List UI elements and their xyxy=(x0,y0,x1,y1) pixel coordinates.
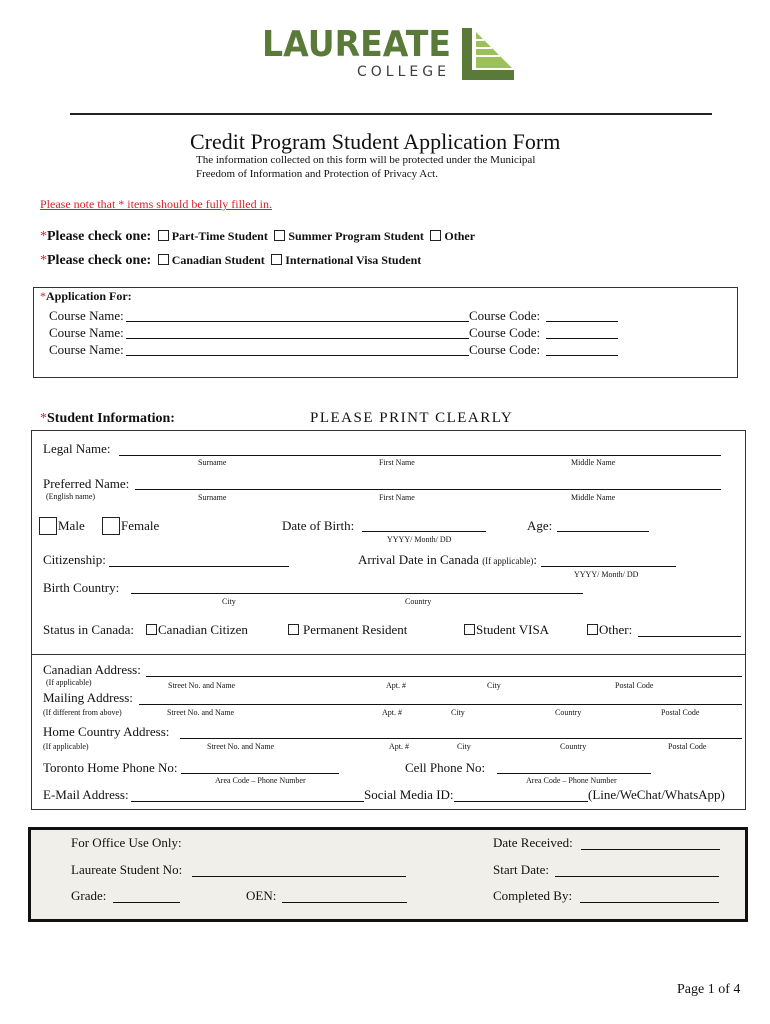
age-label: Age: xyxy=(527,518,553,533)
status-citizen[interactable]: Canadian Citizen xyxy=(146,622,248,638)
canadian-checkbox[interactable] xyxy=(158,254,169,265)
other-checkbox[interactable] xyxy=(430,230,441,241)
hint-first-name: First Name xyxy=(379,458,415,467)
male-checkbox[interactable] xyxy=(39,517,57,535)
course-name-2-label: Course Name: xyxy=(49,325,124,340)
hint-middle-name-2: Middle Name xyxy=(571,493,616,502)
required-note: Please note that * items should be fully filled in. xyxy=(40,197,272,211)
home-address-input[interactable] xyxy=(180,738,742,739)
arrival-format: YYYY/ Month/ DD xyxy=(574,570,639,579)
mailing-address-input[interactable] xyxy=(139,704,742,705)
status-visa[interactable]: Student VISA xyxy=(464,622,549,638)
course-name-2-input[interactable] xyxy=(126,338,469,339)
hint-street-2: Street No. and Name xyxy=(167,708,235,717)
hint-middle-name: Middle Name xyxy=(571,458,616,467)
opt-other: Other xyxy=(444,229,476,243)
office-use-label: For Office Use Only: xyxy=(71,835,182,850)
grade-input[interactable] xyxy=(113,902,180,903)
hint-area-code: Area Code – Phone Number xyxy=(215,776,306,785)
social-note: (Line/WeChat/WhatsApp) xyxy=(588,787,725,802)
oen-input[interactable] xyxy=(282,902,407,903)
student-box-divider xyxy=(31,654,746,655)
part-time-checkbox[interactable] xyxy=(158,230,169,241)
birth-country-input[interactable] xyxy=(131,593,583,594)
required-star: * xyxy=(40,253,47,268)
canadian-address-input[interactable] xyxy=(146,676,742,677)
hint-apt: Apt. # xyxy=(386,681,406,690)
hint-street: Street No. and Name xyxy=(168,681,236,690)
hint-city-4: City xyxy=(457,742,471,751)
opt-intl: International Visa Student xyxy=(285,253,422,267)
student-info-label: *Student Information: xyxy=(40,411,175,426)
course-name-1-label: Course Name: xyxy=(49,308,124,323)
privacy-note-2: Freedom of Information and Protection of Privacy Act. xyxy=(196,168,438,180)
course-code-2-label: Course Code: xyxy=(469,325,541,340)
female-label: Female xyxy=(121,518,160,533)
hint-surname-2: Surname xyxy=(198,493,227,502)
hint-if-different: (If different from above) xyxy=(43,708,122,717)
privacy-note-1: The information collected on this form will be protected under the Municipal xyxy=(196,154,536,166)
hint-street-3: Street No. and Name xyxy=(207,742,275,751)
legal-name-input[interactable] xyxy=(119,455,721,456)
age-input[interactable] xyxy=(557,531,649,532)
hint-first-name-2: First Name xyxy=(379,493,415,502)
arrival-input[interactable] xyxy=(541,566,676,567)
toronto-phone-label: Toronto Home Phone No: xyxy=(43,760,178,775)
arrival-label: Arrival Date in Canada (If applicable): xyxy=(358,552,538,567)
social-label: Social Media ID: xyxy=(364,787,454,802)
dob-input[interactable] xyxy=(362,531,486,532)
hint-if-applicable-2: (If applicable) xyxy=(43,742,89,751)
email-input[interactable] xyxy=(131,801,364,802)
citizenship-label: Citizenship: xyxy=(43,552,106,567)
grade-label: Grade: xyxy=(71,888,107,903)
cell-phone-input[interactable] xyxy=(497,773,651,774)
home-address-label: Home Country Address: xyxy=(43,724,170,739)
course-code-2-input[interactable] xyxy=(546,338,618,339)
check-label: Please check one: xyxy=(47,229,152,244)
student-type-row xyxy=(40,253,421,269)
check-label: Please check one: xyxy=(47,253,152,268)
oen-label: OEN: xyxy=(246,888,277,903)
header-rule xyxy=(70,113,712,115)
hint-postal-2: Postal Code xyxy=(661,708,700,717)
hint-country: Country xyxy=(405,597,432,606)
citizenship-input[interactable] xyxy=(109,566,289,567)
page-number: Page 1 of 4 xyxy=(677,982,741,997)
course-code-1-label: Course Code: xyxy=(469,308,541,323)
student-no-input[interactable] xyxy=(192,876,406,877)
birth-country-label: Birth Country: xyxy=(43,580,120,595)
course-name-3-label: Course Name: xyxy=(49,342,124,357)
start-date-label: Start Date: xyxy=(493,862,549,877)
hint-postal-3: Postal Code xyxy=(668,742,707,751)
social-input[interactable] xyxy=(454,801,588,802)
application-box xyxy=(33,287,738,378)
email-label: E-Mail Address: xyxy=(43,787,129,802)
completed-by-input[interactable] xyxy=(580,902,719,903)
legal-name-label: Legal Name: xyxy=(43,441,111,456)
opt-summer: Summer Program Student xyxy=(288,229,424,243)
hint-surname: Surname xyxy=(198,458,227,467)
logo-sub: COLLEGE xyxy=(357,64,450,80)
hint-city-2: City xyxy=(487,681,501,690)
opt-canadian: Canadian Student xyxy=(171,253,265,267)
application-label: *Application For: xyxy=(40,289,132,303)
hint-english: (English name) xyxy=(46,492,96,501)
preferred-name-label: Preferred Name: xyxy=(43,476,130,491)
hint-apt-3: Apt. # xyxy=(389,742,409,751)
completed-by-label: Completed By: xyxy=(493,888,573,903)
logo xyxy=(262,24,518,84)
toronto-phone-input[interactable] xyxy=(181,773,339,774)
course-code-3-label: Course Code: xyxy=(469,342,541,357)
status-other[interactable]: Other: xyxy=(587,622,632,638)
required-star: * xyxy=(40,229,47,244)
logo-word: LAUREATE xyxy=(262,24,452,65)
logo-mark-icon xyxy=(460,26,516,82)
preferred-name-input[interactable] xyxy=(135,489,721,490)
hint-apt-2: Apt. # xyxy=(382,708,402,717)
student-no-label: Laureate Student No: xyxy=(71,862,183,877)
status-pr[interactable]: Permanent Resident xyxy=(288,622,407,638)
canadian-address-label: Canadian Address: xyxy=(43,662,141,677)
program-type-row xyxy=(40,229,475,245)
status-other-input[interactable] xyxy=(638,636,741,637)
course-code-1-input[interactable] xyxy=(546,321,618,322)
mailing-address-label: Mailing Address: xyxy=(43,690,133,705)
opt-part-time: Part-Time Student xyxy=(171,229,268,243)
hint-country-3: Country xyxy=(560,742,587,751)
status-label: Status in Canada: xyxy=(43,622,134,637)
course-name-1-input[interactable] xyxy=(126,321,469,322)
dob-format: YYYY/ Month/ DD xyxy=(387,535,452,544)
hint-if-applicable: (If applicable) xyxy=(46,678,92,687)
hint-area-code-2: Area Code – Phone Number xyxy=(526,776,617,785)
hint-country-2: Country xyxy=(555,708,582,717)
cell-phone-label: Cell Phone No: xyxy=(405,760,486,775)
student-box xyxy=(31,430,746,810)
date-received-input[interactable] xyxy=(581,849,720,850)
hint-city: City xyxy=(222,597,236,606)
male-label: Male xyxy=(58,518,85,533)
summer-checkbox[interactable] xyxy=(274,230,285,241)
female-checkbox[interactable] xyxy=(102,517,120,535)
start-date-input[interactable] xyxy=(555,876,719,877)
print-clearly: PLEASE PRINT CLEARLY xyxy=(310,410,514,426)
course-name-3-input[interactable] xyxy=(126,355,469,356)
hint-postal: Postal Code xyxy=(615,681,654,690)
dob-label: Date of Birth: xyxy=(282,518,355,533)
page-title: Credit Program Student Application Form xyxy=(190,129,561,154)
course-code-3-input[interactable] xyxy=(546,355,618,356)
intl-checkbox[interactable] xyxy=(271,254,282,265)
date-received-label: Date Received: xyxy=(493,835,573,850)
hint-city-3: City xyxy=(451,708,465,717)
